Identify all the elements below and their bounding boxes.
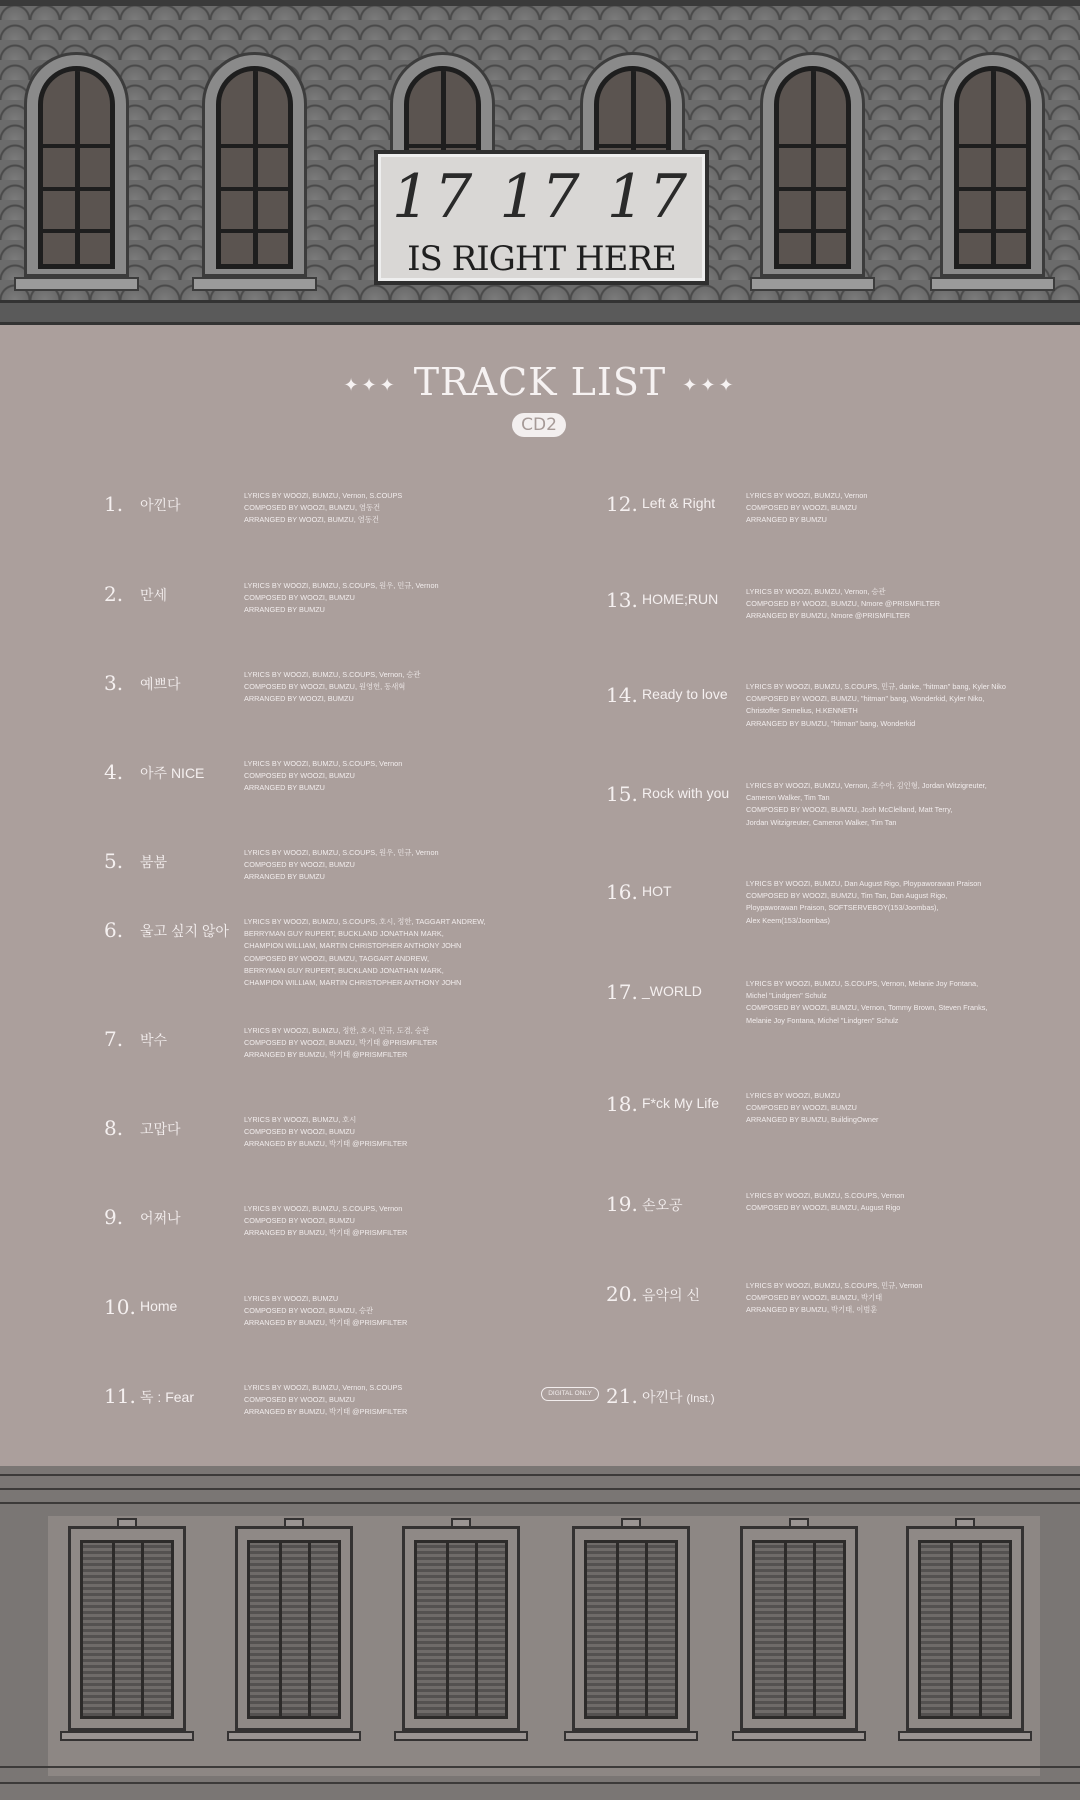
title-text: TRACK LIST xyxy=(413,360,667,404)
credit-line: LYRICS BY WOOZI, BUMZU, S.COUPS, 원우, 민규, Vernon xyxy=(244,848,439,857)
credit-line: COMPOSED BY WOOZI, BUMZU, 염동건 xyxy=(244,503,381,513)
track-title xyxy=(140,763,204,783)
credit-line: COMPOSED BY WOOZI, BUMZU, Nmore @PRISMFILTER xyxy=(746,599,941,609)
tracklist-title xyxy=(0,360,1080,404)
credit-line: LYRICS BY WOOZI, BUMZU, S.COUPS, Vernon, Melanie Joy Fontana, xyxy=(746,979,979,988)
credit-line: COMPOSED BY WOOZI, BUMZU, 박기태 xyxy=(746,1293,883,1303)
track-title-text: 붐붐 xyxy=(140,854,168,870)
credit-line: COMPOSED BY WOOZI, BUMZU, "hitman" bang, Wonderkid, Kyler Niko, xyxy=(746,694,985,704)
arched-window xyxy=(202,52,307,277)
credit-line: ARRANGED BY WOOZI, BUMZU xyxy=(244,694,354,704)
credit-line: CHAMPION WILLIAM, MARTIN CHRISTOPHER ANTHONY JOHN xyxy=(244,978,462,988)
credit-line: COMPOSED BY WOOZI, BUMZU, Vernon, Tommy Brown, Steven Franks, xyxy=(746,1003,988,1013)
track-title xyxy=(140,585,167,605)
credit-line: LYRICS BY WOOZI, BUMZU, Vernon, S.COUPS xyxy=(244,1383,403,1392)
credit-line: CHAMPION WILLIAM, MARTIN CHRISTOPHER ANTHONY JOHN xyxy=(244,941,462,951)
track-title xyxy=(642,495,715,511)
track-title xyxy=(642,686,728,702)
credit-line: ARRANGED BY BUMZU, 박기태 @PRISMFILTER xyxy=(244,1228,408,1238)
track-title xyxy=(140,1030,167,1050)
track-title xyxy=(642,1387,715,1407)
track-credits xyxy=(746,780,987,829)
track-title-text: Rock with you xyxy=(642,785,730,801)
credit-line: LYRICS BY WOOZI, BUMZU, S.COUPS, 원우, 민규, Vernon xyxy=(244,581,439,590)
credit-line: LYRICS BY WOOZI, BUMZU, Vernon, 조수아, 김인형, Jordan Witzigreuter, xyxy=(746,781,987,790)
track-title-text: Ready to love xyxy=(642,686,728,702)
track-number: 5. xyxy=(104,849,124,873)
credit-line: LYRICS BY WOOZI, BUMZU, 호시 xyxy=(244,1115,357,1124)
credit-line: Michel "Lindgren" Schulz xyxy=(746,991,827,1001)
track-credits xyxy=(244,758,402,795)
track-title xyxy=(140,495,181,515)
credit-line: Melanie Joy Fontana, Michel "Lindgren" Schulz xyxy=(746,1015,899,1025)
credit-line: ARRANGED BY BUMZU xyxy=(746,515,827,525)
credit-line: ARRANGED BY BUMZU, 박기태 @PRISMFILTER xyxy=(244,1139,408,1149)
track-number: 12. xyxy=(606,492,638,516)
credit-line: ARRANGED BY BUMZU xyxy=(244,783,325,793)
track-credits xyxy=(746,681,1006,730)
credit-line: ARRANGED BY BUMZU, 박기태 @PRISMFILTER xyxy=(244,1050,408,1060)
track-number: 20. xyxy=(606,1282,638,1306)
credit-line: LYRICS BY WOOZI, BUMZU, S.COUPS, 민규, danke, "hitman" bang, Kyler Niko xyxy=(746,682,1006,691)
track-title xyxy=(140,1119,181,1139)
track-title-text: 만세 xyxy=(140,587,168,603)
track-title xyxy=(140,1387,194,1407)
credit-line: LYRICS BY WOOZI, BUMZU xyxy=(244,1294,339,1303)
credit-line: ARRANGED BY BUMZU, 박기태 @PRISMFILTER xyxy=(244,1407,408,1417)
credit-line: LYRICS BY WOOZI, BUMZU xyxy=(746,1091,841,1100)
track-number: 2. xyxy=(104,582,124,606)
track-number: 14. xyxy=(606,683,638,707)
track-credits xyxy=(244,916,486,989)
credit-line: COMPOSED BY WOOZI, BUMZU, Tim Tan, Dan August Rigo, xyxy=(746,891,948,901)
track-title-text: 아주 NICE xyxy=(140,765,205,781)
track-credits xyxy=(746,586,940,623)
credit-line: LYRICS BY WOOZI, BUMZU, S.COUPS, Vernon xyxy=(244,759,403,768)
track-title xyxy=(642,1095,719,1111)
credit-line: LYRICS BY WOOZI, BUMZU, S.COUPS, Vernon xyxy=(746,1191,905,1200)
credit-line: LYRICS BY WOOZI, BUMZU, S.COUPS, 민규, Vernon xyxy=(746,1281,923,1290)
credit-line: COMPOSED BY WOOZI, BUMZU, Josh McClelland, Matt Terry, xyxy=(746,805,953,815)
sign-tagline: IS RIGHT HERE xyxy=(407,239,676,279)
digital-only-badge: DIGITAL ONLY xyxy=(541,1387,599,1401)
credit-line: LYRICS BY WOOZI, BUMZU, Vernon, S.COUPS xyxy=(244,491,403,500)
track-number: 9. xyxy=(104,1205,124,1229)
sign-number: 17 17 17 xyxy=(391,162,692,232)
credit-line: COMPOSED BY WOOZI, BUMZU, TAGGART ANDREW, xyxy=(244,953,430,963)
credit-line: Ploypaworawan Praison, SOFTSERVEBOY(153/Joombas), xyxy=(746,903,939,913)
track-title-text: Left & Right xyxy=(642,495,716,511)
track-title-text: Home xyxy=(140,1298,178,1314)
track-title-text: 아낀다 xyxy=(642,1389,683,1405)
disc-badge: CD2 xyxy=(512,413,566,437)
track-number: 7. xyxy=(104,1027,124,1051)
track-title-text: 아낀다 xyxy=(140,497,181,513)
arched-window xyxy=(940,52,1045,277)
credit-line: ARRANGED BY BUMZU, BuildingOwner xyxy=(746,1115,879,1125)
track-title xyxy=(140,852,167,872)
track-number: 10. xyxy=(104,1295,136,1319)
track-credits xyxy=(746,1280,922,1317)
track-title-text: _WORLD xyxy=(642,983,702,999)
track-title-text: 어쩌나 xyxy=(140,1210,181,1226)
credit-line: Alex Keem(153/Joombas) xyxy=(746,915,830,925)
track-credits xyxy=(244,580,439,617)
track-title-text: 예쁘다 xyxy=(140,676,181,692)
shuttered-window xyxy=(402,1526,520,1731)
track-credits xyxy=(746,878,981,927)
track-title xyxy=(642,883,672,899)
track-title xyxy=(642,1285,700,1305)
track-title-text: HOT xyxy=(642,883,672,899)
track-title xyxy=(642,983,702,999)
credit-line: ARRANGED BY BUMZU, Nmore @PRISMFILTER xyxy=(746,611,911,621)
credit-line: COMPOSED BY WOOZI, BUMZU, 원영헌, 동새혁 xyxy=(244,682,406,692)
track-number: 19. xyxy=(606,1192,638,1216)
track-number: 1. xyxy=(104,492,124,516)
track-credits xyxy=(244,1025,437,1062)
credit-line: COMPOSED BY WOOZI, BUMZU xyxy=(244,593,355,603)
track-title-text: 울고 싶지 않아 xyxy=(140,923,229,939)
credit-line: COMPOSED BY WOOZI, BUMZU xyxy=(244,771,355,781)
track-title xyxy=(140,1298,177,1314)
track-credits xyxy=(244,847,439,884)
track-title xyxy=(642,591,718,607)
credit-line: COMPOSED BY WOOZI, BUMZU xyxy=(244,860,355,870)
track-number: 6. xyxy=(104,918,124,942)
track-title-text: 손오공 xyxy=(642,1197,683,1213)
credit-line: LYRICS BY WOOZI, BUMZU, Vernon xyxy=(746,491,868,500)
track-number: 15. xyxy=(606,782,638,806)
credit-line: ARRANGED BY BUMZU xyxy=(244,872,325,882)
sparkle-icon: ✦✦✦ xyxy=(682,375,737,396)
track-number: 16. xyxy=(606,880,638,904)
track-credits xyxy=(746,978,987,1027)
track-credits xyxy=(244,1382,407,1419)
credit-line: Christoffer Semelius, H.KENNETH xyxy=(746,706,858,716)
credit-line: Cameron Walker, Tim Tan xyxy=(746,793,830,803)
credit-line: COMPOSED BY WOOZI, BUMZU, 박기태 @PRISMFILTER xyxy=(244,1038,438,1048)
track-title-text: 박수 xyxy=(140,1032,168,1048)
shuttered-window xyxy=(740,1526,858,1731)
credit-line: BERRYMAN GUY RUPERT, BUCKLAND JONATHAN MARK, xyxy=(244,965,444,975)
credit-line: LYRICS BY WOOZI, BUMZU, Vernon, 승관 xyxy=(746,587,886,596)
shuttered-window xyxy=(906,1526,1024,1731)
credit-line: LYRICS BY WOOZI, BUMZU, S.COUPS, Vernon xyxy=(244,1204,403,1213)
track-credits xyxy=(244,669,420,706)
track-title xyxy=(642,785,729,801)
track-number: 4. xyxy=(104,760,124,784)
credit-line: COMPOSED BY WOOZI, BUMZU xyxy=(244,1127,355,1137)
track-title-text: HOME;RUN xyxy=(642,591,719,607)
track-credits xyxy=(746,1090,878,1127)
arched-window xyxy=(760,52,865,277)
track-credits xyxy=(244,490,402,527)
track-title xyxy=(140,674,181,694)
building-ledge xyxy=(0,300,1080,325)
credit-line: LYRICS BY WOOZI, BUMZU, Dan August Rigo, Ploypaworawan Praison xyxy=(746,879,982,888)
building-wall xyxy=(48,1516,1040,1776)
track-number: 11. xyxy=(104,1384,136,1408)
track-title xyxy=(140,921,229,941)
roof-edge xyxy=(0,0,1080,6)
credit-line: LYRICS BY WOOZI, BUMZU, 정한, 호시, 민규, 도겸, 승관 xyxy=(244,1026,429,1035)
sparkle-icon: ✦✦✦ xyxy=(343,375,398,396)
track-credits xyxy=(746,490,867,527)
track-credits xyxy=(746,1190,904,1214)
credit-line: Jordan Witzigreuter, Cameron Walker, Tim Tan xyxy=(746,817,897,827)
track-credits xyxy=(244,1114,407,1151)
shuttered-window xyxy=(572,1526,690,1731)
credit-line: COMPOSED BY WOOZI, BUMZU xyxy=(746,1103,857,1113)
track-title-text: 음악의 신 xyxy=(642,1287,700,1303)
album-sign xyxy=(374,150,709,285)
bottom-building-illustration xyxy=(0,1466,1080,1800)
track-title xyxy=(642,1195,683,1215)
credit-line: ARRANGED BY BUMZU, 박기태 @PRISMFILTER xyxy=(244,1318,408,1328)
track-number: 21. xyxy=(606,1384,638,1408)
track-number: 8. xyxy=(104,1116,124,1140)
track-title-text: 고맙다 xyxy=(140,1121,181,1137)
track-title-text: F*ck My Life xyxy=(642,1095,720,1111)
track-number: 17. xyxy=(606,980,638,1004)
track-number: 3. xyxy=(104,671,124,695)
track-title-suffix: (Inst.) xyxy=(686,1393,715,1405)
track-title-text: 독 : Fear xyxy=(140,1389,194,1405)
credit-line: COMPOSED BY WOOZI, BUMZU xyxy=(244,1395,355,1405)
credit-line: ARRANGED BY BUMZU, "hitman" bang, Wonderkid xyxy=(746,718,916,728)
track-credits xyxy=(244,1203,407,1240)
credit-line: ARRANGED BY BUMZU xyxy=(244,605,325,615)
credit-line: BERRYMAN GUY RUPERT, BUCKLAND JONATHAN MARK, xyxy=(244,929,444,939)
credit-line: ARRANGED BY BUMZU, 박기태, 이범훈 xyxy=(746,1305,878,1315)
credit-line: COMPOSED BY WOOZI, BUMZU xyxy=(746,503,857,513)
credit-line: COMPOSED BY WOOZI, BUMZU xyxy=(244,1216,355,1226)
credit-line: COMPOSED BY WOOZI, BUMZU, 승관 xyxy=(244,1306,374,1316)
track-credits xyxy=(244,1293,407,1330)
shuttered-window xyxy=(235,1526,353,1731)
credit-line: LYRICS BY WOOZI, BUMZU, S.COUPS, 호시, 정한, TAGGART ANDREW, xyxy=(244,917,486,926)
credit-line: LYRICS BY WOOZI, BUMZU, S.COUPS, Vernon, 승관 xyxy=(244,670,421,679)
track-number: 13. xyxy=(606,588,638,612)
top-building-illustration xyxy=(0,0,1080,325)
credit-line: ARRANGED BY WOOZI, BUMZU, 염동건 xyxy=(244,515,379,525)
track-number: 18. xyxy=(606,1092,638,1116)
shuttered-window xyxy=(68,1526,186,1731)
arched-window xyxy=(24,52,129,277)
credit-line: COMPOSED BY WOOZI, BUMZU, August Rigo xyxy=(746,1203,901,1213)
track-title xyxy=(140,1208,181,1228)
